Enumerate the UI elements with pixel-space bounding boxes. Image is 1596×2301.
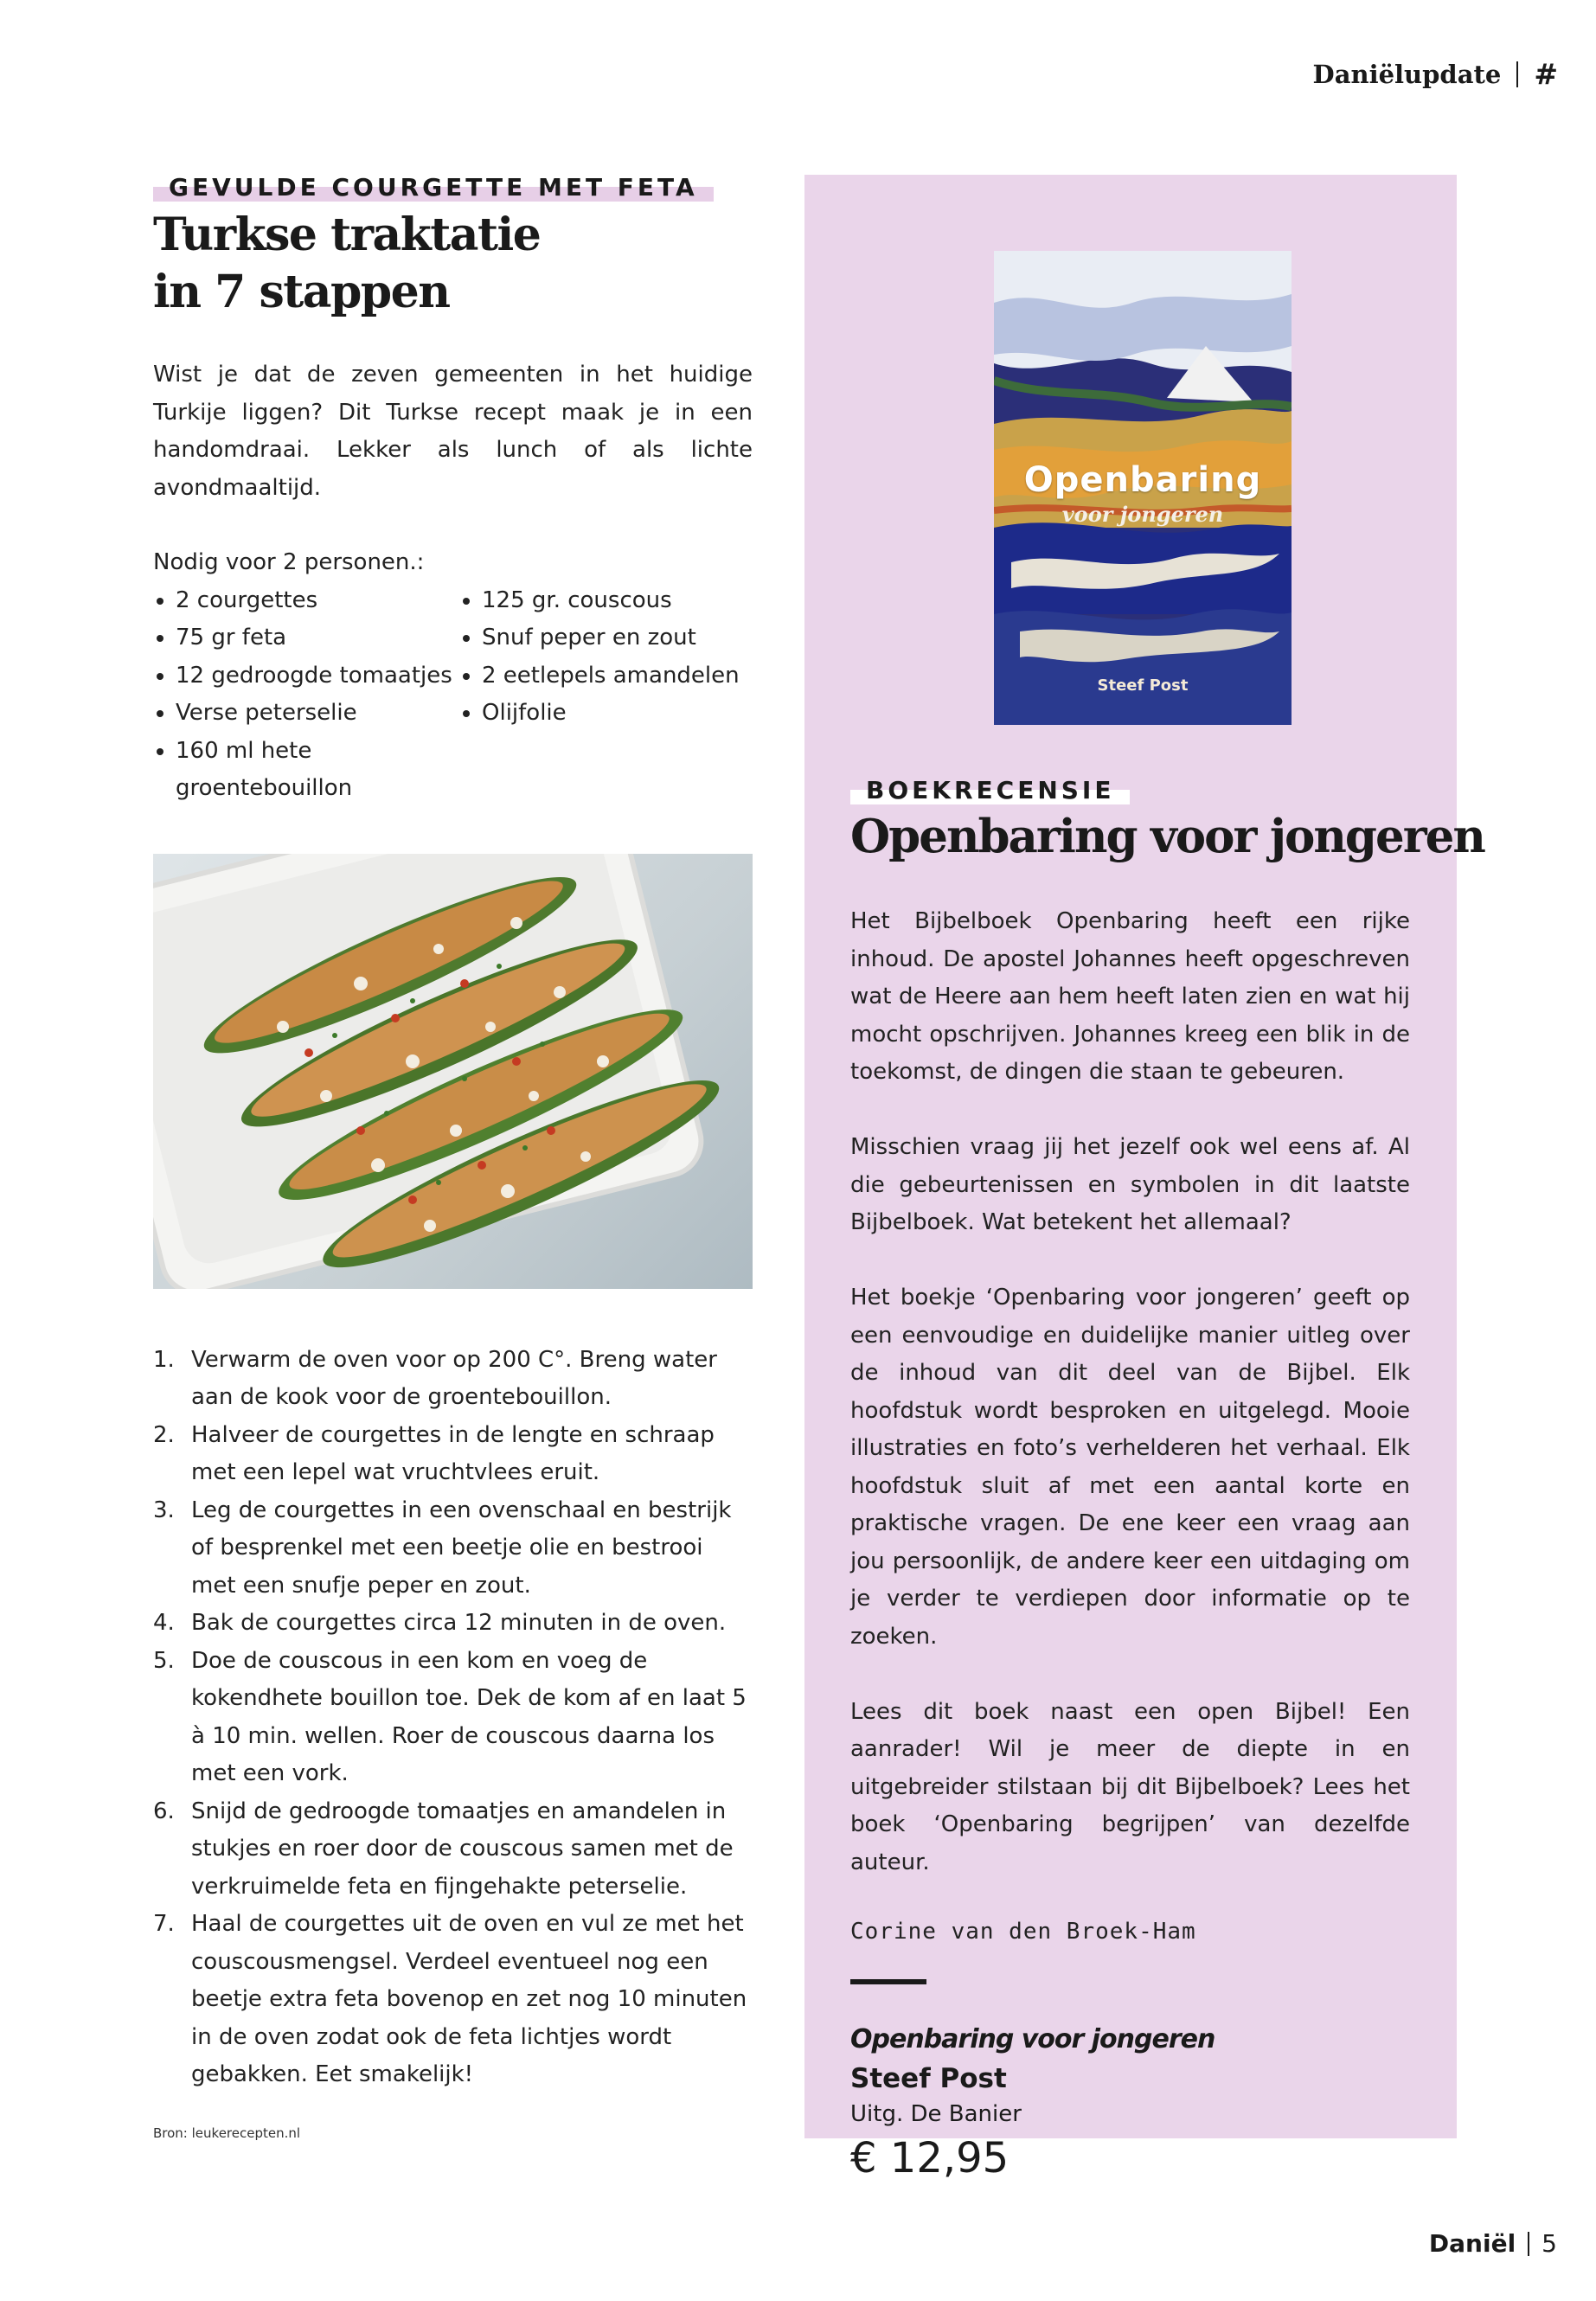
step-item: Leg de courgettes in een ovenschaal en bestrijk of besprenkel met een beetje olie en bestrooi met een snufje peper en zout. bbox=[191, 1497, 732, 1599]
ingredient-item: 160 ml hete groentebouillon bbox=[153, 733, 383, 808]
section-label: Daniëlupdate bbox=[1312, 59, 1502, 89]
ingredient-item: Olijfolie bbox=[459, 695, 740, 733]
step-item: Doe de couscous in een kom en voeg de kokendhete bouillon toe. Dek de kom af en laat 5 à 10 min. wellen. Roer de couscous daarna los met een vork. bbox=[191, 1647, 747, 1786]
review-paragraph: Het boekje ‘Openbaring voor jongeren’ geeft op een eenvoudige en duidelijke manier uitleg over de inhoud van dit deel van de Bijbel. Elk hoofdstuk wordt besproken en uitgelegd. Mooie illustraties en foto’s verhelderen het verhaal. Elk hoofdstuk sluit af met een aantal korte en praktische vragen. De ene keer een vraag aan jou persoonlijk, de andere keer een uitdaging om je verder te verdiepen door informatie op te zoeken. bbox=[850, 1285, 1410, 1650]
page-number: 5 bbox=[1542, 2229, 1557, 2258]
review-paragraph: Lees dit boek naast een open Bijbel! Een aanrader! Wil je meer de diepte in en uitgebreider stilstaan bij dit Bijbelboek? Lees het boek ‘Openbaring begrijpen’ van dezelfde auteur. bbox=[850, 1698, 1410, 1875]
cover-author: Steef Post bbox=[1097, 676, 1189, 695]
recipe-source: Bron: leukerecepten.nl bbox=[153, 2125, 301, 2141]
step-item: Haal de courgettes uit de oven en vul ze met het couscousmengsel. Verdeel eventueel nog een beetje extra feta bovenop en zet nog 10 minuten in de oven zodat ook de feta lichtjes wordt gebakken. Eet smakelijk! bbox=[191, 1911, 747, 2087]
ingredient-column-1 bbox=[153, 582, 459, 808]
step-item: Verwarm de oven voor op 200 C°. Breng water aan de kook voor de groentebouillon. bbox=[191, 1346, 717, 1410]
book-review-panel bbox=[804, 175, 1484, 2182]
recipe-title-line2: in 7 stappen bbox=[153, 266, 450, 318]
ingredient-item: Verse peterselie bbox=[153, 695, 459, 733]
review-title: Openbaring voor jongeren bbox=[850, 810, 1484, 863]
review-kicker: BOEKRECENSIE bbox=[850, 776, 1130, 804]
recipe-title-line1: Turkse traktatie bbox=[153, 208, 541, 261]
cover-subtitle: voor jongeren bbox=[1061, 502, 1224, 527]
review-article bbox=[850, 776, 1484, 2182]
book-author: Steef Post bbox=[850, 2063, 1007, 2094]
book-cover-image bbox=[994, 251, 1292, 725]
ingredient-item: 125 gr. couscous bbox=[459, 582, 740, 620]
cover-title: Openbaring bbox=[1023, 460, 1262, 500]
divider bbox=[850, 1979, 926, 1984]
step-item: Bak de courgettes circa 12 minuten in de oven. bbox=[191, 1610, 727, 1636]
review-paragraph: Het Bijbelboek Openbaring heeft een rijke inhoud. De apostel Johannes heeft opgeschreven wat de Heere aan hem heeft laten zien en wat hij mocht opschrijven. Johannes kreeg een blik in de toekomst, de dingen die staan te gebeuren. bbox=[850, 908, 1410, 1085]
ingredient-item: 12 gedroogde tomaatjes bbox=[153, 657, 459, 695]
stuffed-zucchini-photo bbox=[153, 854, 753, 1289]
ingredient-item: Snuf peper en zout bbox=[459, 619, 740, 657]
reviewer-name: Corine van den Broek-Ham bbox=[850, 1919, 1196, 1945]
page-header bbox=[1313, 57, 1558, 91]
hash-icon: # bbox=[1534, 57, 1558, 91]
book-publisher: Uitg. De Banier bbox=[850, 2101, 1022, 2127]
book-title: Openbaring voor jongeren bbox=[850, 2024, 1215, 2054]
ingredient-item: 2 eetlepels amandelen bbox=[459, 657, 740, 695]
recipe-article bbox=[153, 173, 753, 2141]
ingredient-column-2 bbox=[459, 582, 740, 808]
step-item: Snijd de gedroogde tomaatjes en amandelen in stukjes en roer door de couscous samen met de verkruimelde feta en fijngehakte peterselie. bbox=[191, 1798, 734, 1900]
ingredient-item: 75 gr feta bbox=[153, 619, 459, 657]
recipe-steps bbox=[153, 1342, 753, 2094]
step-item: Halveer de courgettes in de lengte en schraap met een lepel wat vruchtvlees eruit. bbox=[191, 1421, 715, 1485]
magazine-name: Daniël bbox=[1428, 2229, 1516, 2258]
recipe-kicker: GEVULDE COURGETTE MET FETA bbox=[153, 173, 714, 202]
ingredient-item: 2 courgettes bbox=[153, 582, 459, 620]
book-price: € 12,95 bbox=[850, 2134, 1010, 2182]
footer-divider bbox=[1528, 2232, 1529, 2256]
ingredient-list bbox=[153, 582, 753, 808]
servings-label: Nodig voor 2 personen.: bbox=[153, 549, 425, 575]
recipe-title bbox=[153, 207, 753, 321]
header-divider bbox=[1516, 61, 1518, 87]
review-paragraph: Misschien vraag jij het jezelf ook wel eens af. Al die gebeurtenissen en symbolen in dit laatste Bijbelboek. Wat betekent het allemaal? bbox=[850, 1134, 1410, 1235]
recipe-intro: Wist je dat de zeven gemeenten in het huidige Turkije liggen? Dit Turkse recept maak je in een handomdraai. Lekker als lunch of als lichte avondmaaltijd. bbox=[153, 362, 753, 501]
page-footer bbox=[1429, 2229, 1557, 2258]
